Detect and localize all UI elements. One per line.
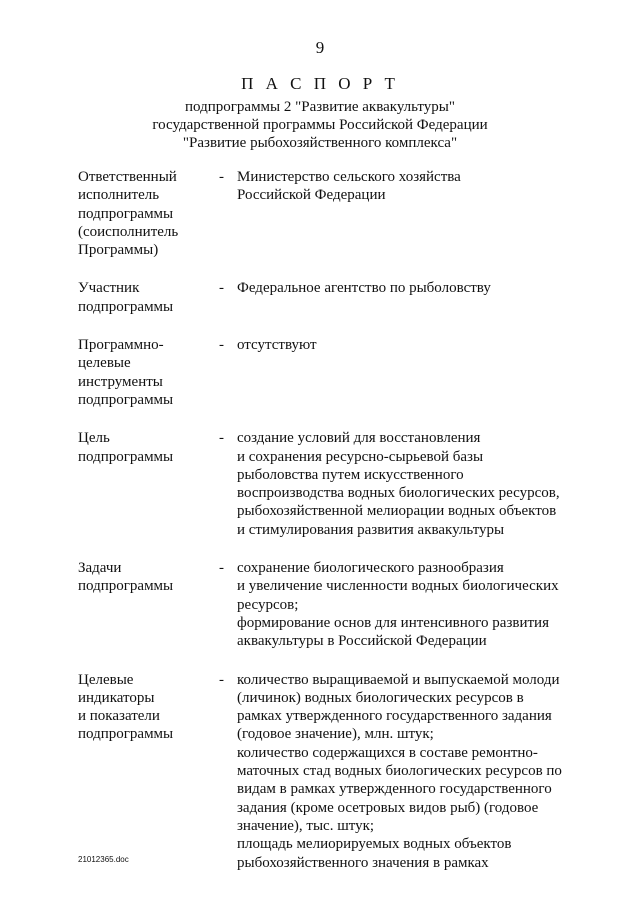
row-dash: -: [219, 169, 224, 185]
subtitle-line: подпрограммы 2 "Развитие аквакультуры": [185, 99, 455, 115]
value-line: маточных стад водных биологических ресурсов по: [237, 763, 562, 780]
value-line: рыбохозяйственного значения в рамках: [237, 854, 489, 871]
value-line: рыболовства путем искусственного: [237, 466, 464, 483]
label-line: подпрограммы: [78, 726, 174, 743]
label-line: целевые: [78, 355, 131, 372]
row-label: [78, 429, 219, 539]
passport-row-goal: [78, 429, 578, 539]
value-line: Министерство сельского хозяйства: [237, 169, 461, 185]
value-line: количество выращиваемой и выпускаемой молоди: [237, 671, 560, 688]
value-line: задания (кроме осетровых видов рыб) (годовое: [237, 799, 539, 816]
value-line: и сохранения ресурсно-сырьевой базы: [237, 448, 484, 465]
label-line: исполнитель: [78, 187, 160, 204]
passport-row-instruments: [78, 336, 578, 409]
value-line: и стимулирования развития аквакультуры: [237, 521, 505, 538]
value-line: площадь мелиорируемых водных объектов: [237, 836, 512, 853]
label-line: индикаторы: [78, 689, 155, 706]
label-line: подпрограммы: [78, 448, 174, 465]
label-line: Программы): [78, 242, 159, 259]
label-line: подпрограммы: [78, 578, 174, 595]
value-line: воспроизводства водных биологических ресурсов,: [237, 485, 560, 502]
label-line: Задачи: [78, 560, 122, 577]
label-line: инструменты: [78, 373, 163, 390]
value-line: видам в рамках утвержденного государственного: [237, 781, 552, 798]
value-line: рамках утвержденного государственного задания: [237, 708, 552, 725]
row-value: [237, 168, 578, 259]
row-value: [237, 671, 578, 872]
value-line: формирование основ для интенсивного развития: [237, 614, 549, 631]
label-line: Ответственный: [78, 169, 177, 185]
value-line: отсутствуют: [237, 337, 317, 354]
value-line: и увеличение численности водных биологических: [237, 578, 559, 595]
row-label: [78, 279, 219, 316]
value-line: аквакультуры в Российской Федерации: [237, 633, 487, 650]
page-number: 9: [315, 38, 325, 57]
label-line: подпрограммы: [78, 205, 174, 222]
row-value: [237, 336, 578, 409]
row-dash: -: [219, 560, 224, 577]
value-line: ресурсов;: [237, 596, 299, 613]
passport-row-executor: [78, 168, 578, 259]
label-line: подпрограммы: [78, 298, 174, 315]
row-dash: -: [219, 671, 224, 688]
subtitle: [0, 98, 640, 152]
label-line: Целевые: [78, 671, 134, 688]
row-label: [78, 559, 219, 650]
footer-filename: 21012365.doc: [78, 855, 129, 864]
subtitle-line: государственной программы Российской Федерации: [152, 117, 488, 133]
row-value: [237, 429, 578, 539]
value-line: рыбохозяйственной мелиорации водных объектов: [237, 503, 557, 520]
passport-row-participant: [78, 279, 578, 316]
page-title: П А С П О Р Т: [241, 74, 399, 93]
value-line: Федеральное агентство по рыболовству: [237, 280, 491, 297]
row-dash: -: [219, 280, 224, 297]
value-line: создание условий для восстановления: [237, 430, 481, 447]
subtitle-line: "Развитие рыбохозяйственного комплекса": [182, 135, 458, 151]
row-value: [237, 559, 578, 650]
label-line: Цель: [78, 430, 110, 447]
passport-row-indicators: [78, 671, 578, 872]
label-line: и показатели: [78, 708, 160, 725]
passport-table: [78, 168, 578, 872]
value-line: сохранение биологического разнообразия: [237, 560, 504, 577]
passport-row-tasks: [78, 559, 578, 650]
row-value: [237, 279, 578, 316]
value-line: (годовое значение), млн. штук;: [237, 726, 434, 743]
row-label: [78, 671, 219, 872]
row-dash: -: [219, 430, 224, 447]
label-line: Участник: [78, 280, 140, 297]
label-line: (соисполнитель: [78, 223, 179, 240]
row-label: [78, 336, 219, 409]
label-line: Программно-: [78, 337, 164, 354]
value-line: значение), тыс. штук;: [237, 817, 375, 834]
value-line: количество содержащихся в составе ремонтно-: [237, 744, 538, 761]
value-line: (личинок) водных биологических ресурсов в: [237, 689, 524, 706]
row-label: [78, 168, 219, 259]
row-dash: -: [219, 337, 224, 354]
label-line: подпрограммы: [78, 391, 174, 408]
value-line: Российской Федерации: [237, 187, 386, 204]
